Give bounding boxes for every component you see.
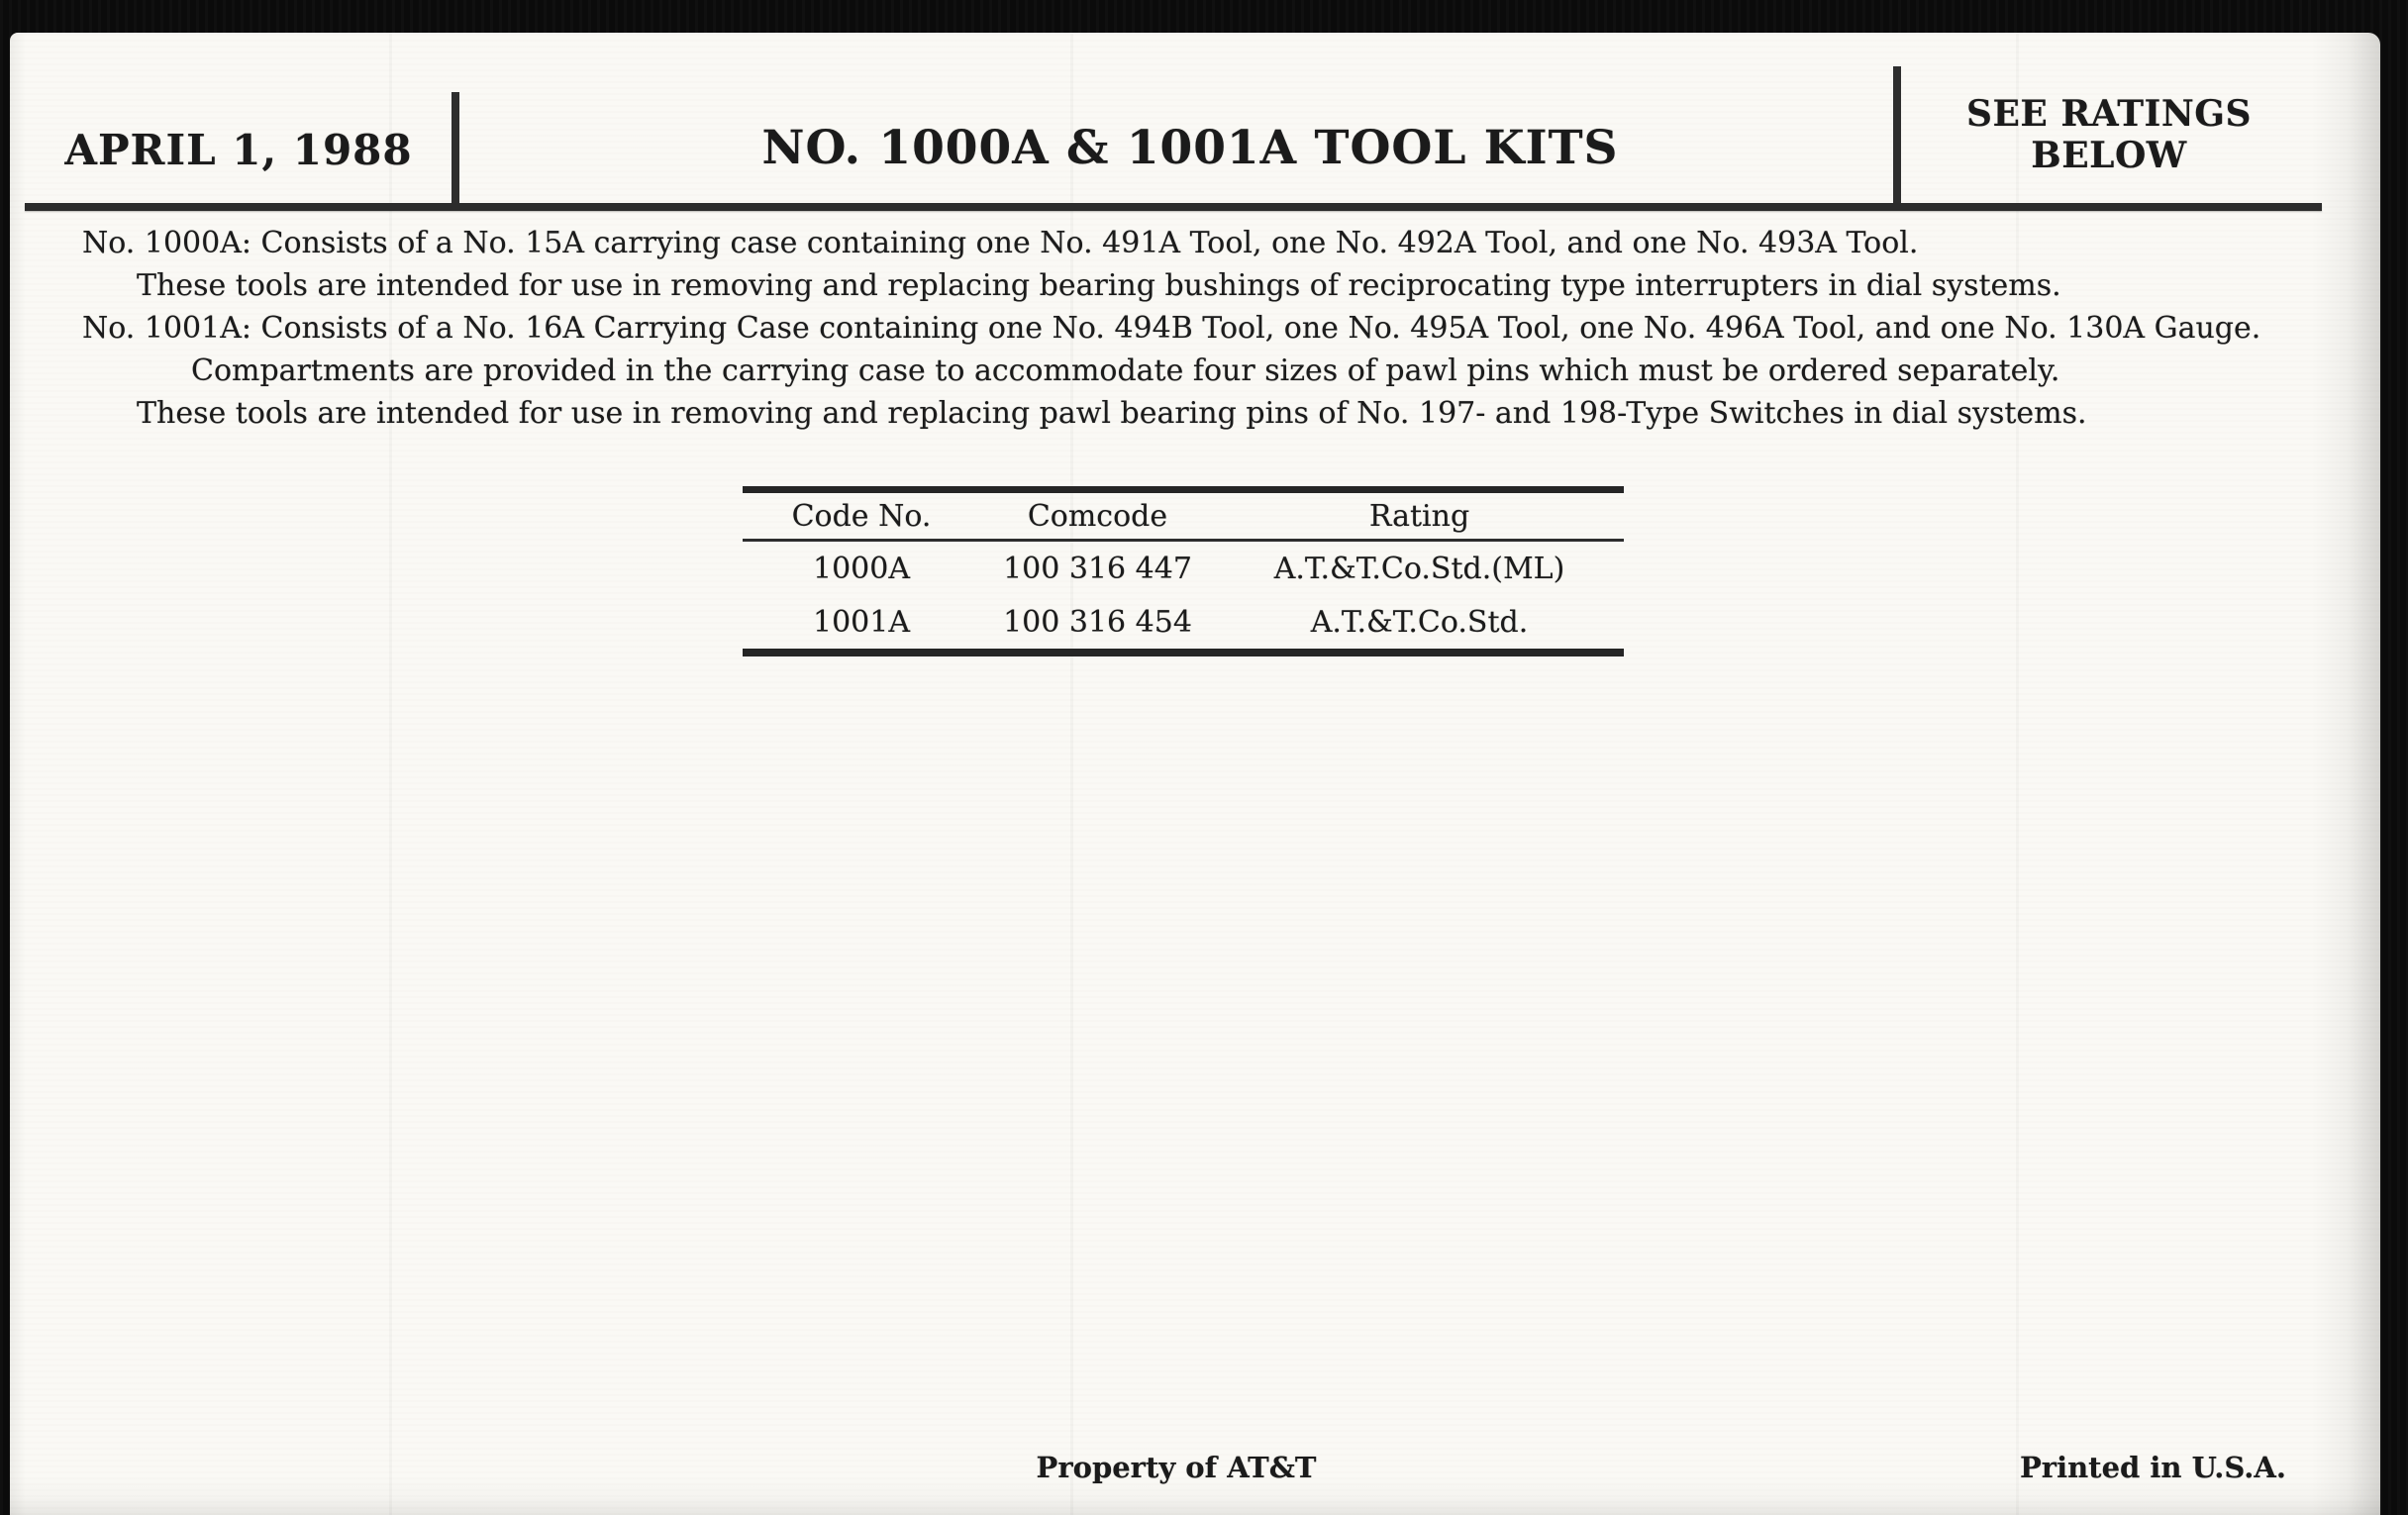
table-header-code-no: Code No. [791, 498, 932, 534]
cell-comcode: 100 316 454 [1003, 604, 1192, 640]
paragraph-line: No. 1000A: Consists of a No. 15A carrying case containing one No. 491A Tool, one No. 492A Tool, and one No. 493A Tool. [82, 226, 1919, 260]
table-header-comcode: Comcode [1027, 498, 1168, 534]
table-header-rating: Rating [1368, 498, 1470, 534]
table-row [743, 542, 1624, 595]
paragraph-line: Compartments are provided in the carrying case to accommodate four sizes of pawl pins which must be ordered separately. [191, 354, 2060, 388]
header-divider-left [452, 92, 459, 205]
body-text [82, 222, 2260, 435]
document-date: APRIL 1, 1988 [64, 126, 413, 174]
footer-printed-in: Printed in U.S.A. [2020, 1451, 2286, 1484]
paragraph-line: These tools are intended for use in removing and replacing pawl bearing pins of No. 197- and 198-Type Switches in dial systems. [137, 396, 2087, 431]
cell-code-no: 1000A [812, 551, 910, 586]
document-title: NO. 1000A & 1001A TOOL KITS [761, 121, 1619, 175]
paragraph-line: These tools are intended for use in removing and replacing bearing bushings of reciprocating type interrupters in dial systems. [137, 268, 2061, 303]
ratings-note: SEE RATINGS BELOW [1965, 93, 2253, 176]
header-rule [25, 203, 2322, 211]
cell-comcode: 100 316 447 [1003, 551, 1192, 586]
table-header-row [743, 493, 1624, 542]
document-page [10, 33, 2380, 1515]
table-row [743, 595, 1624, 649]
ratings-table [743, 486, 1624, 656]
cell-rating: A.T.&T.Co.Std.(ML) [1273, 551, 1565, 586]
footer-property-of: Property of AT&T [1036, 1451, 1317, 1484]
cell-code-no: 1001A [812, 604, 910, 640]
cell-rating: A.T.&T.Co.Std. [1310, 604, 1529, 640]
paragraph-line: No. 1001A: Consists of a No. 16A Carrying Case containing one No. 494B Tool, one No. 495A Tool, one No. 496A Tool, and one No. 130A Gauge. [82, 311, 2261, 346]
